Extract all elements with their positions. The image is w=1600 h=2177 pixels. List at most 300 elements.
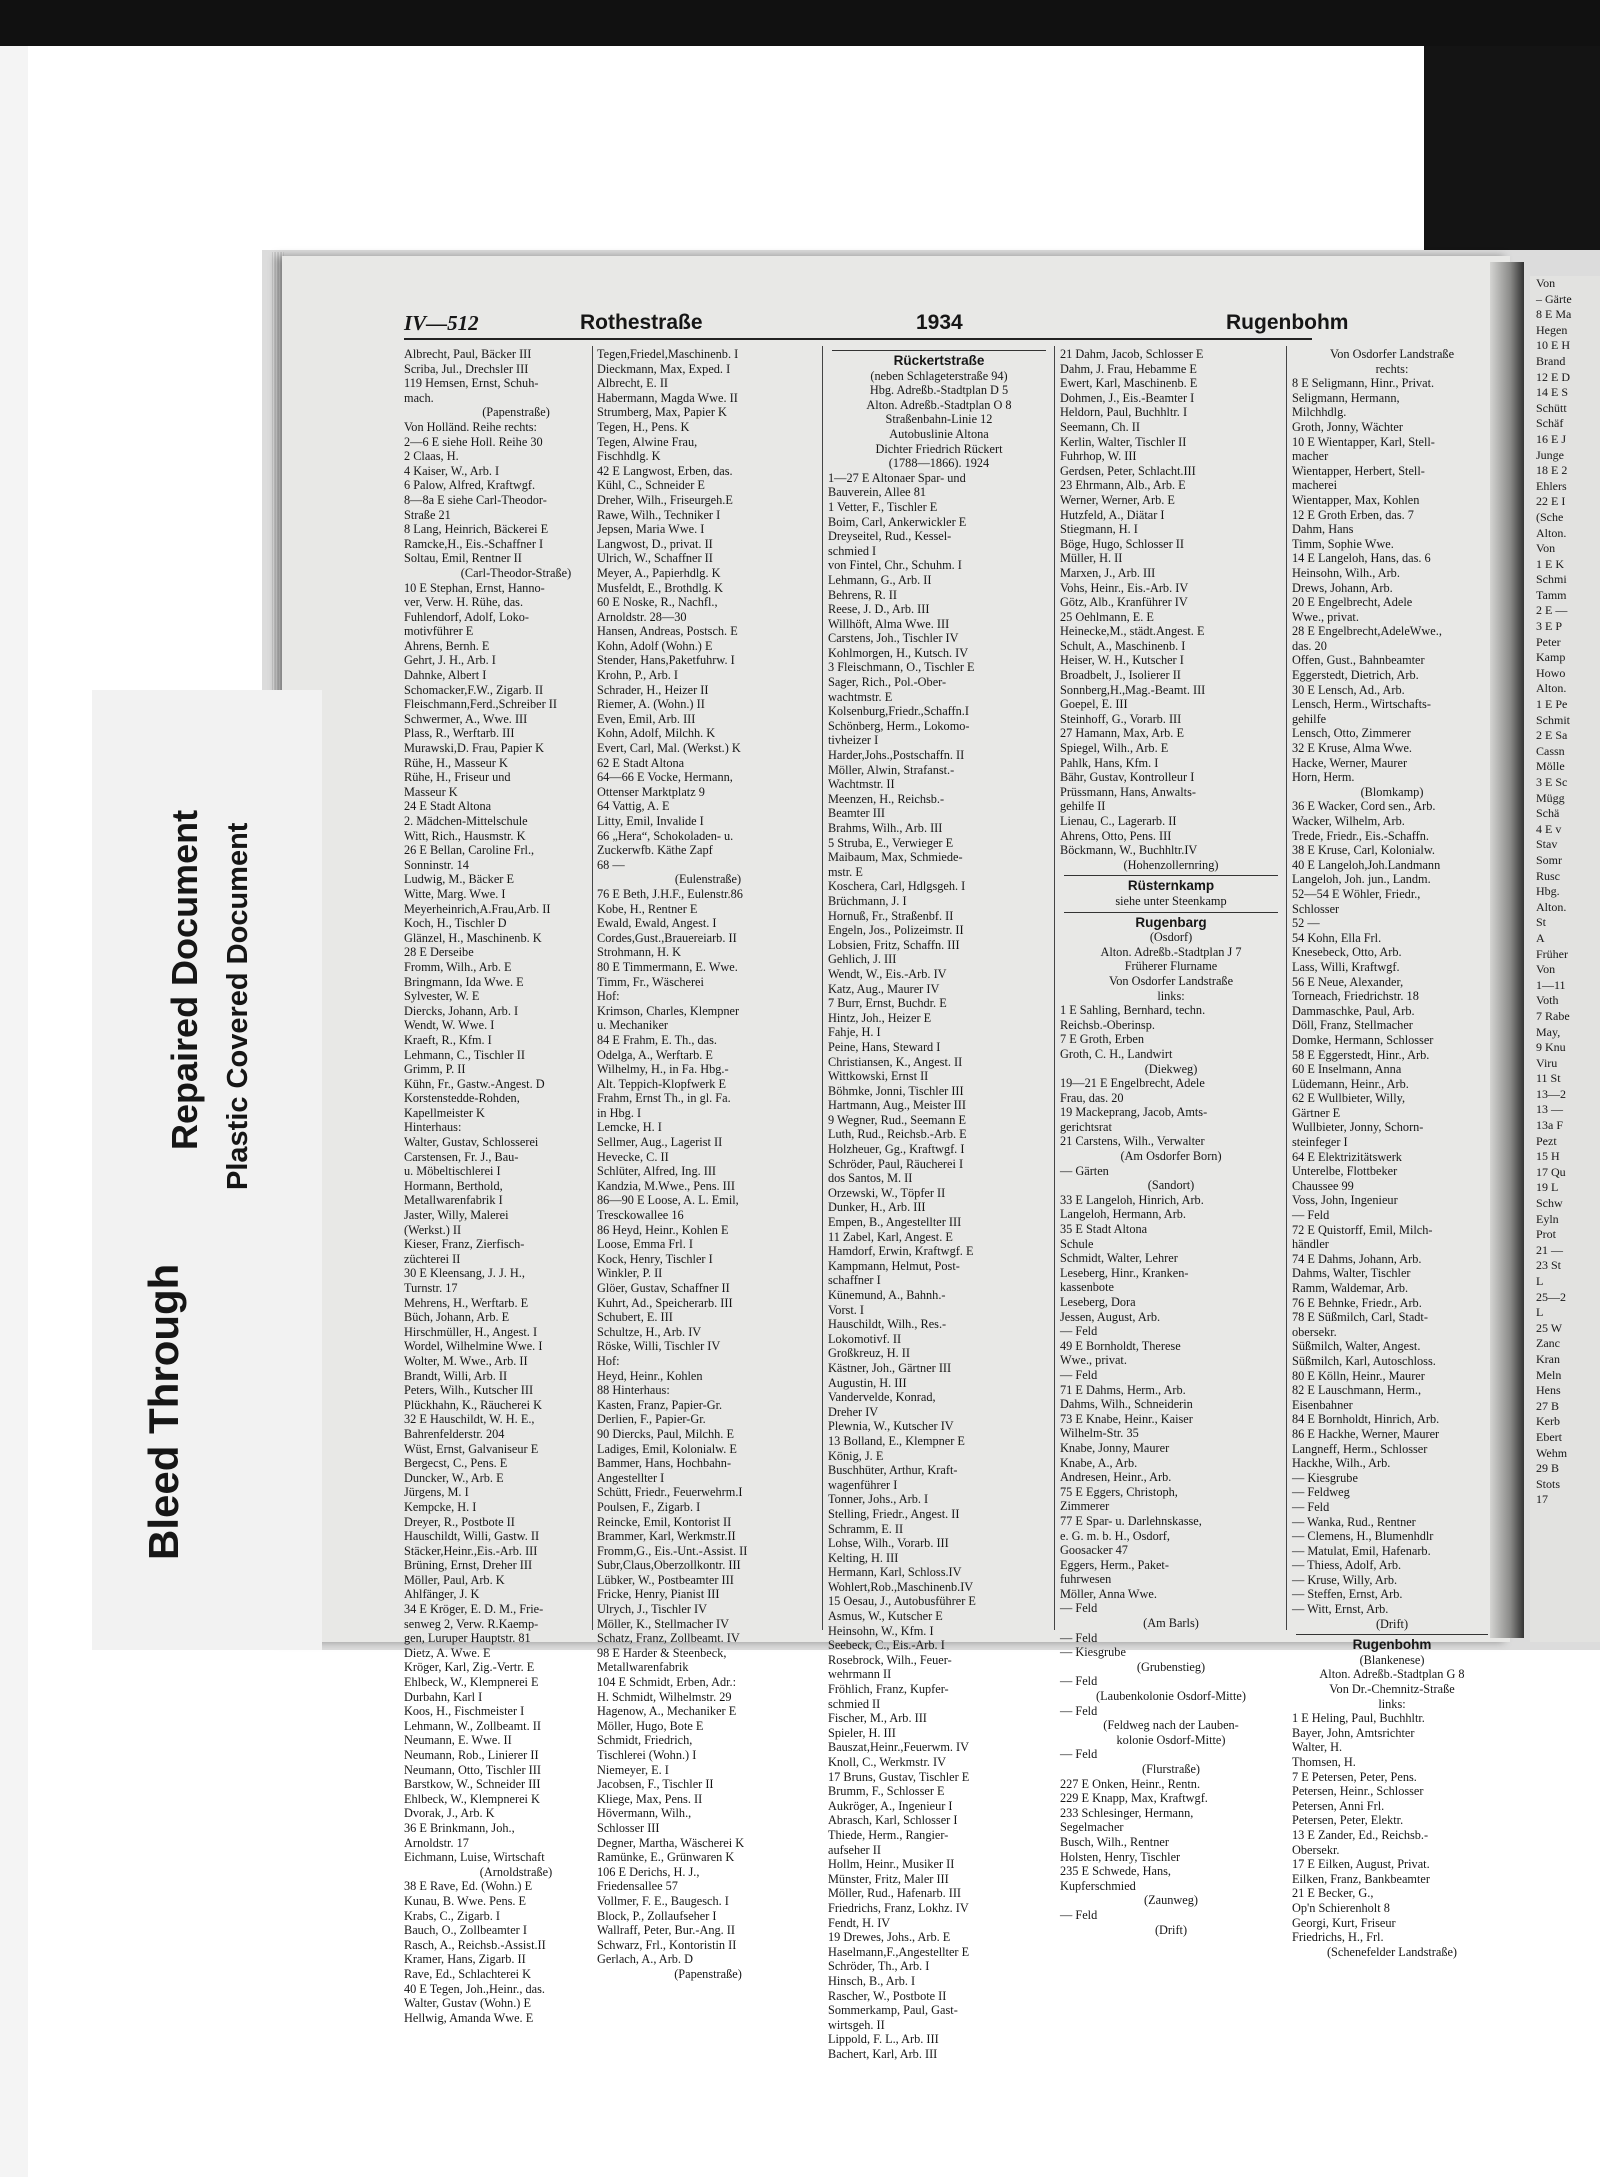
directory-entry: Poulsen, F., Zigarb. I [597, 1499, 701, 1514]
column-divider [1286, 346, 1287, 1630]
directory-entry: Möller, K., Stellmacher IV [597, 1616, 730, 1631]
directory-entry: Hormann, Berthold, [404, 1178, 503, 1193]
directory-entry: 84 E Bornholdt, Hinrich, Arb. [1292, 1412, 1440, 1427]
directory-entry: Münster, Fritz, Maler III [828, 1871, 949, 1886]
next-page-line: 2 E Sa [1536, 728, 1568, 743]
directory-entry: 12 E Groth Erben, das. 7 [1292, 507, 1414, 522]
directory-entry: 33 E Langeloh, Hinrich, Arb. [1060, 1192, 1204, 1207]
directory-entry: Prüssmann, Hans, Anwalts- [1060, 784, 1196, 799]
directory-entry: Kampmann, Helmut, Post- [828, 1258, 960, 1273]
directory-entry: Asmus, W., Kutscher E [828, 1609, 943, 1624]
directory-entry: 8—8a E siehe Carl-Theodor- [404, 492, 547, 507]
directory-entry: Horn, Herm. [1292, 770, 1355, 785]
next-page-line: – Gärte [1536, 291, 1572, 306]
next-page-line: Zanc [1536, 1336, 1560, 1351]
cross-street: kolonie Osdorf-Mitte) [1116, 1732, 1226, 1747]
directory-entry: fuhrwesen [1060, 1572, 1112, 1587]
header-year: 1934 [916, 311, 963, 334]
directory-entry: macher [1292, 449, 1329, 464]
directory-entry: Schütt, Friedr., Feuerwehrm.I [597, 1485, 743, 1500]
next-page-line: 1 E Pe [1536, 697, 1568, 712]
directory-entry: Hintz, Joh., Heizer E [828, 1010, 932, 1025]
directory-entry: 27 Hamann, Max, Arb. E [1060, 726, 1184, 741]
directory-entry: schaffner I [828, 1273, 881, 1288]
directory-entry: Plückhahn, K., Räucherei K [404, 1397, 542, 1412]
directory-entry: 17 Bruns, Gustav, Tischler E [828, 1769, 970, 1784]
directory-entry: Thiede, Herm., Rangier- [828, 1827, 949, 1842]
directory-entry: Müller, H. II [1060, 551, 1123, 566]
directory-entry: Rascher, W., Postbote II [828, 1988, 947, 2003]
next-page-line: Ehlers [1536, 478, 1567, 493]
directory-entry: Ehlbeck, W., Klempnerei E [404, 1675, 539, 1690]
directory-entry: Hacke, Werner, Maurer [1292, 755, 1408, 770]
directory-entry: Haselmann,F.,Angestellter E [828, 1944, 970, 1959]
directory-entry: Block, P., Zollaufseher I [597, 1908, 717, 1923]
directory-entry: Rave, Ed., Schlachterei K [404, 1966, 532, 1981]
next-page-line: 23 St [1536, 1258, 1562, 1273]
next-page-line: Meln [1536, 1367, 1562, 1382]
directory-entry: Buschhüter, Arthur, Kraft- [828, 1463, 958, 1478]
street-note: Alton. Adreßb.-Stadtplan J 7 [1100, 944, 1242, 959]
next-page-line: Alton. [1536, 899, 1567, 914]
cross-street: (Am Osdorfer Born) [1120, 1149, 1222, 1164]
next-page-line: Somr [1536, 852, 1563, 867]
directory-entry: — Feld [1060, 1703, 1098, 1718]
directory-entry: Degner, Martha, Wäscherei K [597, 1835, 745, 1850]
directory-entry: 5 Struba, E., Verwieger E [828, 835, 954, 850]
directory-entry: Kieser, Franz, Zierfisch- [404, 1237, 525, 1252]
directory-entry: Jaster, Willy, Malerei [404, 1208, 509, 1223]
directory-entry: Kapellmeister K [404, 1105, 485, 1120]
directory-entry: Knabe, Jonny, Maurer [1060, 1440, 1170, 1455]
directory-entry: Habermann, Magda Wwe. II [597, 390, 738, 405]
directory-entry: Von Holländ. Reihe rechts: [404, 419, 537, 434]
directory-entry: Hinsch, B., Arb. I [828, 1973, 916, 1988]
street-note: Autobuslinie Altona [889, 426, 989, 441]
directory-entry: Lehmann, G., Arb. II [828, 572, 932, 587]
directory-entry: 26 E Bellan, Caroline Frl., [404, 843, 535, 858]
directory-entry: Katz, Aug., Maurer IV [828, 981, 940, 996]
directory-entry: 54 Kohn, Ella Frl. [1292, 930, 1382, 945]
section-rule [832, 350, 1046, 351]
directory-entry: 233 Schlesinger, Hermann, [1060, 1805, 1194, 1820]
directory-entry: Wullbieter, Jonny, Schorn- [1292, 1120, 1424, 1135]
next-page-line: Cassn [1536, 743, 1565, 758]
directory-entry: Fröhlich, Franz, Kupfer- [828, 1682, 949, 1697]
directory-entry: Wohlert,Rob.,Maschinenb.IV [828, 1579, 974, 1594]
next-page-line: 13—2 [1536, 1086, 1566, 1101]
directory-entry: Scriba, Jul., Drechsler III [404, 361, 529, 376]
directory-entry: Stender, Hans,Paketfuhrw. I [597, 653, 735, 668]
directory-entry: Wolter, M. Wwe., Arb. II [404, 1353, 528, 1368]
next-page-line: Kamp [1536, 650, 1566, 665]
directory-entry: Lehmann, C., Tischler II [404, 1047, 525, 1062]
directory-entry: 235 E Schwede, Hans, [1060, 1864, 1171, 1879]
directory-entry: 42 E Langwost, Erben, das. [597, 463, 733, 478]
directory-entry: 49 E Bornholdt, Therese [1060, 1338, 1181, 1353]
directory-entry: — Steffen, Ernst, Arb. [1292, 1587, 1403, 1602]
directory-entry: Empen, B., Angestellter III [828, 1215, 962, 1230]
directory-entry: Fromm,G., Eis.-Unt.-Assist. II [597, 1543, 748, 1558]
directory-entry: Gerlach, A., Arb. D [597, 1952, 693, 1967]
directory-entry: Frahm, Ernst Th., in gl. Fa. [597, 1091, 731, 1106]
directory-entry: Heiser, W. H., Kutscher I [1060, 653, 1184, 668]
directory-entry: Büch, Johann, Arb. E [404, 1310, 510, 1325]
directory-entry: Straße 21 [404, 507, 451, 522]
directory-entry: Schubert, E. III [597, 1310, 673, 1325]
directory-entry: Angestellter I [597, 1470, 665, 1485]
directory-entry: Trede, Friedr., Eis.-Schaffn. [1292, 828, 1429, 843]
directory-entry: 24 E Stadt Altona [404, 799, 492, 814]
directory-entry: 2 Claas, H. [404, 449, 459, 464]
directory-entry: 7 E Petersen, Peter, Pens. [1292, 1769, 1417, 1784]
directory-entry: 58 E Eggerstedt, Hinr., Arb. [1292, 1047, 1430, 1062]
directory-entry: Timm, Fr., Wäscherei [597, 974, 704, 989]
directory-entry: Masseur K [404, 784, 458, 799]
directory-entry: Even, Emil, Arb. III [597, 711, 696, 726]
directory-entry: 15 Oesau, J., Autobusführer E [828, 1594, 976, 1609]
directory-entry: Tischlerei (Wohn.) I [597, 1748, 697, 1762]
next-page-line: Schw [1536, 1196, 1563, 1211]
directory-entry: 19 Drewes, Johs., Arb. E [828, 1930, 951, 1945]
directory-entry: 7 E Groth, Erben [1060, 1032, 1145, 1047]
scan-left-margin [0, 46, 28, 2177]
street-note: links: [1157, 988, 1185, 1003]
directory-entry: 2. Mädchen-Mittelschule [404, 814, 528, 828]
directory-entry: Kühl, C., Schneider E [597, 478, 705, 493]
directory-entry: Cordes,Gust.,Brauereiarb. II [597, 930, 737, 945]
directory-entry: Dvorak, J., Arb. K [404, 1806, 495, 1821]
next-page-line: Schütt [1536, 400, 1567, 415]
directory-entry: Holsten, Henry, Tischler [1060, 1849, 1181, 1864]
directory-entry: Schult, A., Maschinenb. I [1060, 638, 1186, 653]
directory-entry: Duncker, W., Arb. E [404, 1470, 504, 1485]
directory-entry: Meyerheinrich,A.Frau,Arb. II [404, 901, 551, 916]
street-note: Von Osdorfer Landstraße [1329, 347, 1455, 361]
directory-entry: Hellwig, Amanda Wwe. E [404, 2010, 534, 2025]
directory-entry: Ludwig, M., Bäcker E [404, 872, 514, 887]
directory-entry: Voss, John, Ingenieur [1292, 1193, 1398, 1208]
directory-entry: Hamdorf, Erwin, Kraftwgf. E [828, 1244, 974, 1259]
directory-entry: Fricke, Henry, Pianist III [597, 1587, 720, 1602]
directory-entry: Kühn, Fr., Gastw.-Angest. D [404, 1076, 545, 1091]
directory-entry: wagenführer I [828, 1477, 898, 1492]
next-page-line: L [1536, 1305, 1544, 1320]
next-page-line: Alton. [1536, 681, 1567, 696]
directory-entry: Hevecke, C. II [597, 1149, 669, 1164]
column-4 [1060, 347, 1282, 1937]
street-note: Hbg. Adreßb.-Stadtplan D 5 [869, 383, 1009, 398]
directory-entry: Riemer, A. (Wohn.) II [597, 697, 705, 712]
directory-entry: Lensch, Herm., Wirtschafts- [1292, 697, 1431, 712]
directory-entry: Niemeyer, E. I [597, 1762, 669, 1777]
next-page-line: 12 E D [1536, 369, 1570, 384]
directory-entry: 28 E Engelbrecht,AdeleWwe., [1292, 624, 1442, 639]
next-page-line: Mölle [1536, 759, 1565, 774]
next-page-line: Schmit [1536, 712, 1571, 727]
directory-entry: Wallraff, Peter, Bur.-Ang. II [597, 1923, 735, 1938]
cross-street: (Hohenzollernring) [1123, 857, 1219, 872]
directory-entry: Diercks, Johann, Arb. I [404, 1003, 519, 1018]
directory-entry: — Feld [1060, 1674, 1098, 1689]
directory-entry: Dahms, Walter, Tischler [1292, 1266, 1411, 1281]
directory-entry: Knesebeck, Otto, Arb. [1292, 945, 1402, 960]
directory-entry: Carstensen, Fr. J., Bau- [404, 1149, 519, 1164]
directory-entry: Abrasch, Karl, Schlosser I [828, 1813, 958, 1828]
directory-entry: Stiegmann, H. I [1060, 522, 1138, 537]
directory-entry: u. Möbeltischlerei I [404, 1164, 501, 1179]
directory-entry: Timm, Sophie Wwe. [1292, 536, 1394, 551]
directory-entry: Lippold, F. L., Arb. III [828, 2032, 939, 2047]
directory-entry: wirtsgeh. II [828, 2017, 885, 2032]
directory-entry: Boim, Carl, Ankerwickler E [828, 514, 967, 529]
directory-entry: 75 E Eggers, Christoph, [1060, 1484, 1178, 1499]
directory-entry: Ewert, Karl, Maschinenb. E [1060, 376, 1198, 391]
directory-entry: Schwarz, Frl., Kontoristin II [597, 1937, 737, 1952]
directory-entry: König, J. E [828, 1448, 884, 1463]
directory-entry: Albrecht, Paul, Bäcker III [404, 347, 532, 361]
directory-entry: Schule [1060, 1236, 1094, 1251]
directory-entry: Orzewski, W., Töpfer II [828, 1185, 946, 1200]
directory-entry: Jepsen, Maria Wwe. I [597, 522, 705, 537]
next-page-line: 9 Knu [1536, 1040, 1566, 1055]
next-page-line: (Sche [1536, 509, 1564, 524]
directory-entry: (Werkst.) II [404, 1222, 462, 1237]
directory-entry: Kobe, H., Rentner E [597, 901, 698, 916]
directory-entry: 90 Diercks, Paul, Milchh. E [597, 1426, 734, 1441]
directory-entry: Sonnberg,H.,Mag.-Beamt. III [1060, 682, 1206, 697]
directory-entry: — Kruse, Willy, Arb. [1292, 1572, 1398, 1587]
directory-entry: Böhmke, Jonni, Tischler III [828, 1083, 964, 1098]
directory-entry: Wilhelmy, H., in Fa. Hbg.- [597, 1062, 729, 1077]
directory-entry: 38 E Rave, Ed. (Wohn.) E [404, 1879, 533, 1894]
directory-entry: 229 E Knapp, Max, Kraftwgf. [1060, 1791, 1208, 1806]
header-right-street: Rugenbohm [1226, 311, 1349, 334]
directory-entry: Korstenstedde-Rohden, [404, 1091, 520, 1106]
directory-entry: gehilfe [1292, 711, 1327, 726]
directory-entry: Rasch, A., Reichsb.-Assist.II [404, 1937, 546, 1952]
next-page-line: Brand [1536, 353, 1566, 368]
directory-entry: Metallwarenfabrik [597, 1660, 689, 1675]
column-divider [822, 346, 823, 1630]
directory-entry: 32 E Hauschildt, W. H. E., [404, 1412, 535, 1427]
directory-entry: Jessen, August, Arb. [1060, 1309, 1161, 1324]
directory-entry: Thomsen, H. [1292, 1755, 1356, 1769]
directory-entry: Knabe, A., Arb. [1060, 1455, 1138, 1470]
directory-entry: — Thiess, Adolf, Arb. [1292, 1558, 1402, 1573]
directory-entry: Seebeck, C., Eis.-Arb. I [828, 1638, 945, 1653]
street-note: (Osdorf) [1149, 930, 1193, 945]
directory-entry: 1—27 E Altonaer Spar- und [828, 470, 966, 485]
directory-entry: Odelga, A., Werftarb. E [597, 1047, 713, 1062]
directory-entry: dos Santos, M. II [828, 1171, 913, 1186]
directory-entry: ver, Verw. H. Rühe, das. [404, 595, 524, 610]
directory-entry: Steinhoff, G., Vorarb. III [1060, 711, 1182, 726]
directory-entry: Ramcke,H., Eis.-Schaffner I [404, 536, 544, 551]
directory-entry: Goepel, E. III [1060, 697, 1128, 712]
directory-entry: Rawe, Wilh., Techniker I [597, 507, 721, 522]
directory-entry: — Feldweg [1292, 1485, 1350, 1500]
directory-entry: Op'n Schierenholt 8 [1292, 1900, 1390, 1915]
directory-entry: 19—21 E Engelbrecht, Adele [1060, 1076, 1205, 1091]
directory-entry: 73 E Knabe, Heinr., Kaiser [1060, 1411, 1193, 1426]
directory-entry: Mehrens, H., Werftarb. E [404, 1295, 529, 1310]
directory-entry: Vorst. I [828, 1302, 864, 1317]
directory-entry: Witte, Marg. Wwe. I [404, 886, 506, 901]
directory-entry: Schomacker,F.W., Zigarb. II [404, 682, 544, 697]
directory-entry: 56 E Neue, Alexander, [1292, 974, 1404, 989]
directory-entry: 36 E Brinkmann, Joh., [404, 1820, 515, 1835]
directory-entry: H. Schmidt, Wilhelmstr. 29 [597, 1689, 732, 1704]
directory-entry: Friedrichs, Franz, Lokhz. IV [828, 1900, 969, 1915]
directory-entry: Aukröger, A., Ingenieur I [828, 1798, 953, 1813]
directory-entry: züchterei II [404, 1251, 461, 1266]
directory-entry: Krabs, C., Zigarb. I [404, 1908, 500, 1923]
next-page-line: 3 E Sc [1536, 775, 1568, 789]
next-page-line: Hegen [1536, 322, 1568, 337]
directory-entry: Sellmer, Aug., Lagerist II [597, 1135, 723, 1150]
street-note: (neben Schlageterstraße 94) [870, 368, 1008, 383]
directory-entry: macherei [1292, 478, 1338, 493]
directory-entry: — Witt, Ernst, Arb. [1292, 1602, 1389, 1617]
directory-entry: Bringmann, Ida Wwe. E [404, 974, 524, 989]
directory-entry: 20 E Engelbrecht, Adele [1292, 595, 1413, 610]
next-page-line: Hbg. [1536, 884, 1560, 899]
directory-entry: Leseberg, Dora [1060, 1295, 1136, 1309]
directory-entry: Lass, Willi, Kraftwgf. [1292, 959, 1400, 974]
directory-entry: Lienau, C., Lagerarb. II [1060, 814, 1177, 828]
next-page-line: 3 E P [1536, 619, 1563, 634]
directory-entry: Beamter III [828, 806, 886, 821]
directory-entry: Schatz, Franz, Zollbeamt. IV [597, 1631, 740, 1646]
directory-entry: Soltau, Emil, Rentner II [404, 551, 522, 566]
section-rule [1296, 1634, 1488, 1635]
header-left-street: Rothestraße [580, 311, 703, 334]
directory-entry: 52—54 E Wöhler, Friedr., [1292, 886, 1421, 901]
directory-entry: obersekr. [1292, 1324, 1337, 1339]
directory-entry: Loose, Emma Frl. I [597, 1237, 693, 1252]
next-page-line: Wehm [1536, 1445, 1568, 1460]
next-page-line: Voth [1536, 993, 1559, 1008]
directory-entry: Glänzel, H., Maschinenb. K [404, 930, 542, 945]
directory-entry: Litty, Emil, Invalide I [597, 814, 704, 828]
cross-street: (Eulenstraße) [674, 872, 742, 887]
cross-street: (Grubenstieg) [1136, 1659, 1206, 1674]
directory-entry: 25 Oehlmann, E. E [1060, 609, 1154, 624]
next-page-line: Peter [1536, 634, 1561, 649]
directory-entry: Wordel, Wilhelmine Wwe. I [404, 1339, 543, 1354]
directory-entry: Petersen, Heinr., Schlosser [1292, 1784, 1424, 1799]
next-page-line: Stots [1536, 1476, 1561, 1491]
directory-entry: 80 E Timmermann, E. Wwe. [597, 959, 738, 974]
next-page-line: Stav [1536, 837, 1558, 852]
directory-entry: Lübker, W., Postbeamter III [597, 1572, 734, 1587]
directory-entry: Peters, Wilh., Kutscher III [404, 1383, 534, 1398]
next-page-line: A [1536, 930, 1545, 945]
directory-entry: Eilken, Franz, Bankbeamter [1292, 1871, 1430, 1886]
directory-entry: Lobsien, Fritz, Schaffn. III [828, 937, 960, 952]
directory-entry: Langneff, Herm., Schlosser [1292, 1441, 1428, 1456]
next-page-line: 25 W [1536, 1320, 1563, 1335]
directory-entry: 10 E Wientapper, Karl, Stell- [1292, 434, 1435, 449]
directory-entry: 64—66 E Vocke, Hermann, [597, 770, 733, 785]
directory-entry: Evert, Carl, Mal. (Werkst.) K [597, 741, 741, 756]
directory-entry: Lohse, Wilh., Vorarb. III [828, 1536, 949, 1551]
directory-entry: Domke, Hermann, Schlosser [1292, 1032, 1434, 1047]
directory-entry: Schlosser III [597, 1820, 660, 1835]
directory-entry: — Feld [1060, 1324, 1098, 1339]
next-page-line: Rusc [1536, 868, 1560, 883]
directory-entry: 8 E Seligmann, Hinr., Privat. [1292, 376, 1435, 391]
street-note: (1788—1866). 1924 [888, 456, 990, 471]
street-note: Alton. Adreßb.-Stadtplan O 8 [866, 397, 1012, 412]
page-header [404, 309, 1349, 339]
directory-entry: Hermann, Karl, Schloss.IV [828, 1565, 962, 1580]
directory-entry: Lensch, Otto, Zimmerer [1292, 726, 1411, 741]
directory-entry: Ulrich, W., Schaffner II [597, 551, 713, 566]
directory-entry: Hackhe, Wilh., Arb. [1292, 1456, 1391, 1471]
directory-entry: e. G. m. b. H., Osdorf, [1060, 1528, 1170, 1543]
directory-entry: 72 E Quistorff, Emil, Milch- [1292, 1222, 1433, 1237]
directory-entry: Dreyseitel, Rud., Kessel- [828, 529, 952, 544]
directory-entry: Döll, Franz, Stellmacher [1292, 1018, 1413, 1033]
directory-entry: Gehrt, J. H., Arb. I [404, 653, 496, 668]
directory-entry: Frau, das. 20 [1060, 1090, 1124, 1105]
directory-entry: Böckmann, W., Buchhltr.IV [1060, 843, 1198, 858]
directory-entry: Langeloh, Hermann, Arb. [1060, 1207, 1187, 1222]
directory-entry: 19 Mackeprang, Jacob, Amts- [1060, 1105, 1208, 1120]
directory-entry: Ahrens, Bernh. E [404, 638, 490, 653]
next-page-line: L [1536, 1274, 1544, 1288]
directory-entry: Bergecst, C., Pens. E [404, 1456, 508, 1471]
directory-entry: Reincke, Emil, Kontorist II [597, 1514, 732, 1529]
cross-street: (Zaunweg) [1144, 1893, 1198, 1908]
directory-entry: Schröder, Paul, Räucherei I [828, 1156, 964, 1171]
directory-entry: Kelting, H. III [828, 1550, 899, 1565]
directory-entry: Gehlich, J. III [828, 952, 897, 967]
street-note: Von Osdorfer Landstraße [1108, 973, 1234, 988]
directory-entry: Albrecht, E. II [597, 376, 669, 391]
directory-entry: Werner, Werner, Arb. E [1060, 492, 1175, 507]
directory-entry: Fahje, H. I [828, 1025, 881, 1040]
next-page-line: 21 — [1536, 1242, 1563, 1257]
directory-entry: Stäcker,Heinr.,Eis.-Arb. III [404, 1543, 538, 1558]
directory-entry: Reichsb.-Oberinsp. [1060, 1017, 1155, 1032]
directory-entry: Vollmer, F. E., Baugesch. I [597, 1893, 729, 1908]
next-page-line: Tamm [1536, 587, 1567, 602]
directory-entry: Neumann, Rob., Linierer II [404, 1748, 539, 1762]
directory-entry: Harder,Johs.,Postschaffn. II [828, 748, 965, 763]
directory-entry: Vandervelde, Konrad, [828, 1390, 936, 1405]
directory-entry: Ahrens, Otto, Pens. III [1060, 828, 1172, 843]
directory-entry: Derlien, F., Papier-Gr. [597, 1412, 706, 1427]
directory-entry: Seemann, Ch. II [1060, 419, 1140, 434]
next-page-line: Kran [1536, 1351, 1560, 1366]
directory-entry: Milchhdlg. [1292, 405, 1347, 420]
section-rule [1064, 912, 1278, 913]
next-page-line: 22 E I [1536, 494, 1566, 509]
street-heading: Rüsternkamp [1127, 878, 1215, 894]
directory-entry: 21 Dahm, Jacob, Schlosser E [1060, 347, 1204, 361]
directory-entry: 74 E Dahms, Johann, Arb. [1292, 1251, 1422, 1266]
directory-entry: steinfeger I [1292, 1135, 1348, 1150]
directory-entry: — Feld [1292, 1499, 1330, 1514]
directory-entry: Winkler, P. II [597, 1266, 663, 1281]
directory-entry: Sylvester, W. E [404, 989, 480, 1004]
directory-entry: Spiegel, Wilh., Arb. E [1060, 741, 1169, 756]
directory-entry: Künemund, A., Bahnh.- [828, 1288, 946, 1302]
directory-entry: Grimm, P. II [404, 1062, 466, 1077]
